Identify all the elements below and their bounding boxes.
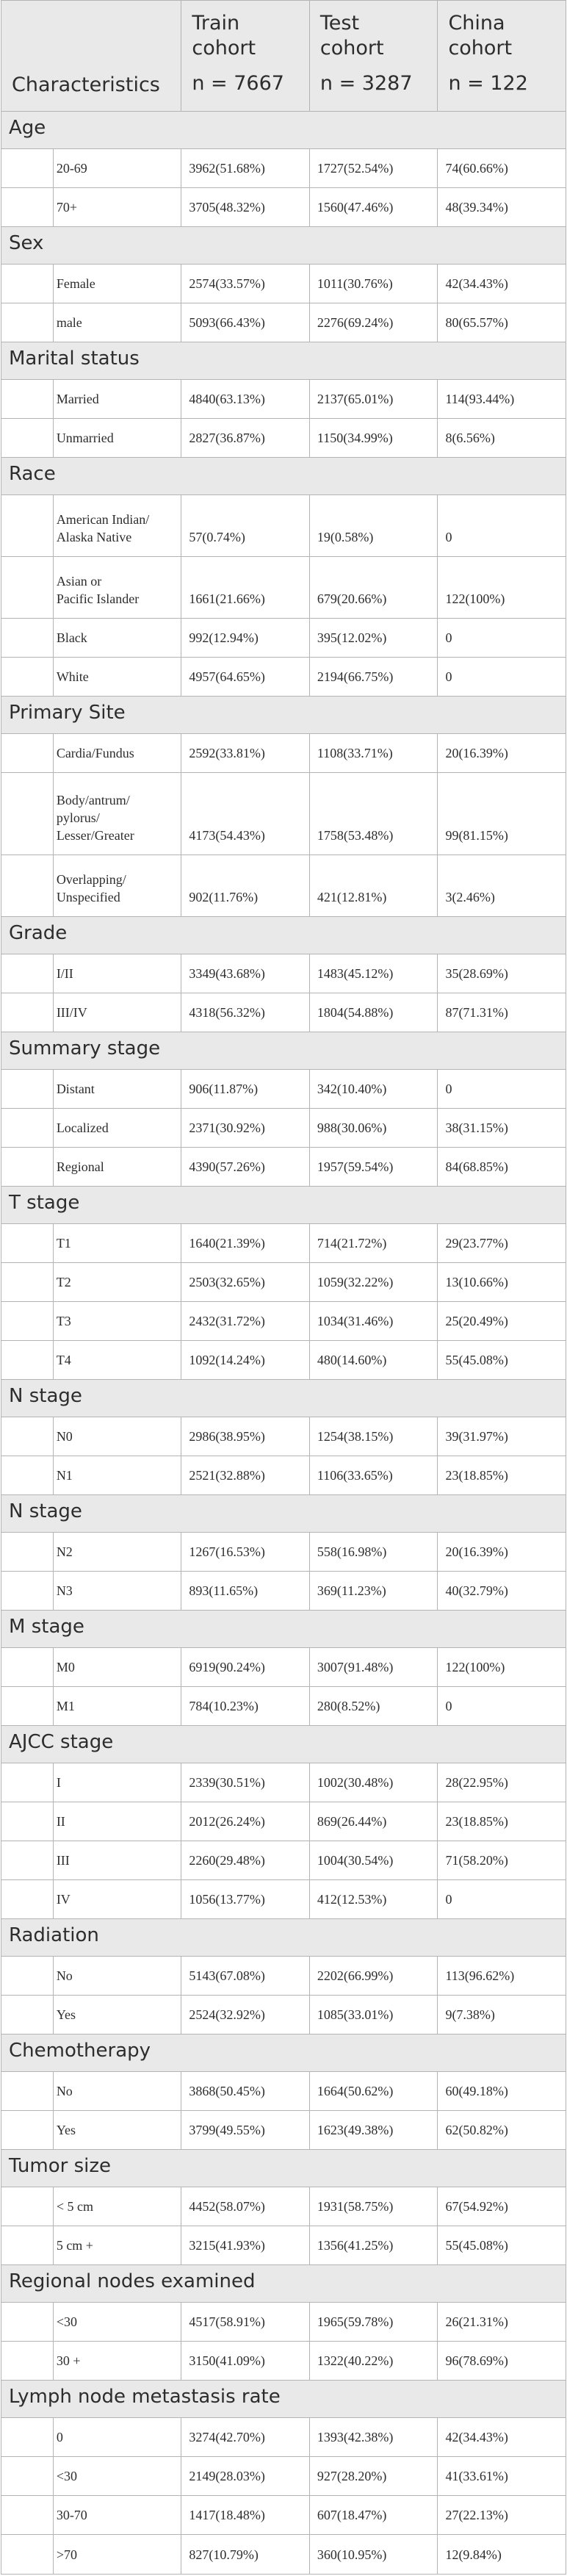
row-label: Yes (53, 1996, 181, 2034)
table-row (1, 2072, 566, 2111)
row-indent (1, 1263, 53, 1301)
row-label: 70+ (53, 188, 181, 226)
table-row (1, 2342, 566, 2381)
row-label: Overlapping/ Unspecified (53, 855, 181, 916)
table-row (1, 734, 566, 773)
test-cohort-value: 360(10.95%) (309, 2535, 438, 2574)
table-row (1, 2457, 566, 2496)
row-label: I/II (53, 954, 181, 993)
section-header: Age (1, 112, 566, 149)
train-cohort-value: 2574(33.57%) (181, 265, 309, 303)
row-indent (1, 1572, 53, 1610)
header-cohort-name: China cohort (448, 12, 513, 60)
train-cohort-value: 4173(54.43%) (181, 773, 309, 855)
row-label: <30 (53, 2303, 181, 2341)
row-label: No (53, 1957, 181, 1995)
row-indent (1, 954, 53, 993)
row-indent (1, 380, 53, 418)
train-cohort-value: 2592(33.81%) (181, 734, 309, 772)
train-cohort-value: 902(11.76%) (181, 855, 309, 916)
table-row (1, 1841, 566, 1880)
test-cohort-value: 280(8.52%) (309, 1687, 438, 1725)
test-cohort-value: 2276(69.24%) (309, 303, 438, 342)
table-row (1, 1341, 566, 1380)
row-indent (1, 1841, 53, 1879)
row-label: male (53, 303, 181, 342)
china-cohort-value: 67(54.92%) (437, 2187, 566, 2226)
china-cohort-value: 48(39.34%) (437, 188, 566, 226)
china-cohort-value: 122(100%) (437, 1648, 566, 1686)
train-cohort-value: 3962(51.68%) (181, 149, 309, 187)
train-cohort-value: 1417(18.48%) (181, 2496, 309, 2534)
header-cohort-n: n = 3287 (319, 72, 413, 95)
test-cohort-value: 1393(42.38%) (309, 2418, 438, 2456)
table-row (1, 619, 566, 658)
row-indent (1, 658, 53, 696)
row-label: Unmarried (53, 419, 181, 457)
table-row (1, 2187, 566, 2226)
train-cohort-value: 1661(21.66%) (181, 557, 309, 618)
train-cohort-value: 5093(66.43%) (181, 303, 309, 342)
row-indent (1, 419, 53, 457)
section-header: N stage (1, 1380, 566, 1417)
section-header: Primary Site (1, 697, 566, 734)
train-cohort-value: 2012(26.24%) (181, 1802, 309, 1841)
china-cohort-value: 99(81.15%) (437, 773, 566, 855)
test-cohort-value: 412(12.53%) (309, 1880, 438, 1918)
header-characteristics-label: Characteristics (12, 73, 160, 96)
table-row (1, 1802, 566, 1841)
row-label: 0 (53, 2418, 181, 2456)
train-cohort-value: 2521(32.88%) (181, 1456, 309, 1494)
row-label: Asian or Pacific Islander (53, 557, 181, 618)
train-cohort-value: 3274(42.70%) (181, 2418, 309, 2456)
table-row (1, 1648, 566, 1687)
row-indent (1, 149, 53, 187)
train-cohort-value: 1640(21.39%) (181, 1224, 309, 1262)
section-header: Regional nodes examined (1, 2265, 566, 2303)
table-row (1, 2535, 566, 2574)
row-label: Married (53, 380, 181, 418)
china-cohort-value: 20(16.39%) (437, 1533, 566, 1571)
china-cohort-value: 0 (437, 1070, 566, 1108)
table-row (1, 149, 566, 188)
china-cohort-value: 29(23.77%) (437, 1224, 566, 1262)
section-header: T stage (1, 1187, 566, 1224)
china-cohort-value: 113(96.62%) (437, 1957, 566, 1995)
train-cohort-value: 6919(90.24%) (181, 1648, 309, 1686)
row-label: White (53, 658, 181, 696)
china-cohort-value: 40(32.79%) (437, 1572, 566, 1610)
china-cohort-value: 74(60.66%) (437, 149, 566, 187)
train-cohort-value: 57(0.74%) (181, 495, 309, 556)
train-cohort-value: 2503(32.65%) (181, 1263, 309, 1301)
row-label: N1 (53, 1456, 181, 1494)
train-cohort-value: 3799(49.55%) (181, 2111, 309, 2149)
row-indent (1, 495, 53, 556)
train-cohort-value: 4840(63.13%) (181, 380, 309, 418)
test-cohort-value: 19(0.58%) (309, 495, 438, 556)
table-row (1, 1572, 566, 1611)
row-indent (1, 993, 53, 1032)
table-row (1, 1070, 566, 1109)
header-train-cohort (181, 1, 309, 111)
table-row (1, 1763, 566, 1802)
row-indent (1, 1533, 53, 1571)
train-cohort-value: 1267(16.53%) (181, 1533, 309, 1571)
header-characteristics (1, 1, 181, 111)
china-cohort-value: 23(18.85%) (437, 1456, 566, 1494)
row-label: 20-69 (53, 149, 181, 187)
train-cohort-value: 5143(67.08%) (181, 1957, 309, 1995)
china-cohort-value: 9(7.38%) (437, 1996, 566, 2034)
row-indent (1, 2457, 53, 2495)
test-cohort-value: 1727(52.54%) (309, 149, 438, 187)
china-cohort-value: 96(78.69%) (437, 2342, 566, 2380)
row-indent (1, 855, 53, 916)
row-label: Regional (53, 1148, 181, 1186)
row-label: T3 (53, 1302, 181, 1340)
china-cohort-value: 42(34.43%) (437, 2418, 566, 2456)
header-china-cohort (437, 1, 566, 111)
row-label: I (53, 1763, 181, 1802)
table-row (1, 557, 566, 619)
row-label: <30 (53, 2457, 181, 2495)
header-cohort-name: Train cohort (192, 12, 256, 60)
china-cohort-value: 39(31.97%) (437, 1417, 566, 1456)
test-cohort-value: 988(30.06%) (309, 1109, 438, 1147)
china-cohort-value: 20(16.39%) (437, 734, 566, 772)
table-row (1, 658, 566, 697)
row-label: 30-70 (53, 2496, 181, 2534)
row-indent (1, 1687, 53, 1725)
test-cohort-value: 1957(59.54%) (309, 1148, 438, 1186)
row-label: III/IV (53, 993, 181, 1032)
china-cohort-value: 25(20.49%) (437, 1302, 566, 1340)
row-indent (1, 1802, 53, 1841)
row-label: 30 + (53, 2342, 181, 2380)
row-indent (1, 2187, 53, 2226)
test-cohort-value: 1150(34.99%) (309, 419, 438, 457)
row-indent (1, 2072, 53, 2110)
train-cohort-value: 2827(36.87%) (181, 419, 309, 457)
row-indent (1, 734, 53, 772)
row-indent (1, 1109, 53, 1147)
china-cohort-value: 28(22.95%) (437, 1763, 566, 1802)
table-row (1, 2496, 566, 2535)
test-cohort-value: 1664(50.62%) (309, 2072, 438, 2110)
table-body (1, 112, 566, 2574)
train-cohort-value: 4318(56.32%) (181, 993, 309, 1032)
row-indent (1, 2303, 53, 2341)
row-indent (1, 1417, 53, 1456)
china-cohort-value: 26(21.31%) (437, 2303, 566, 2341)
train-cohort-value: 3215(41.93%) (181, 2226, 309, 2264)
china-cohort-value: 12(9.84%) (437, 2535, 566, 2574)
row-indent (1, 188, 53, 226)
china-cohort-value: 42(34.43%) (437, 265, 566, 303)
table-row (1, 1109, 566, 1148)
test-cohort-value: 1011(30.76%) (309, 265, 438, 303)
table-row (1, 188, 566, 227)
test-cohort-value: 607(18.47%) (309, 2496, 438, 2534)
train-cohort-value: 893(11.65%) (181, 1572, 309, 1610)
test-cohort-value: 1623(49.38%) (309, 2111, 438, 2149)
row-indent (1, 619, 53, 657)
train-cohort-value: 2371(30.92%) (181, 1109, 309, 1147)
table-row (1, 380, 566, 419)
row-indent (1, 1996, 53, 2034)
row-label: Cardia/Fundus (53, 734, 181, 772)
china-cohort-value: 80(65.57%) (437, 303, 566, 342)
test-cohort-value: 1804(54.88%) (309, 993, 438, 1032)
china-cohort-value: 13(10.66%) (437, 1263, 566, 1301)
test-cohort-value: 1106(33.65%) (309, 1456, 438, 1494)
header-cohort-n: n = 7667 (192, 72, 284, 95)
train-cohort-value: 827(10.79%) (181, 2535, 309, 2574)
section-header: Marital status (1, 342, 566, 380)
row-label: >70 (53, 2535, 181, 2574)
china-cohort-value: 114(93.44%) (437, 380, 566, 418)
row-label: Distant (53, 1070, 181, 1108)
header-cohort-name: Test cohort (319, 12, 384, 60)
china-cohort-value: 27(22.13%) (437, 2496, 566, 2534)
table-row (1, 1957, 566, 1996)
test-cohort-value: 679(20.66%) (309, 557, 438, 618)
train-cohort-value: 3150(41.09%) (181, 2342, 309, 2380)
section-header: Chemotherapy (1, 2034, 566, 2072)
train-cohort-value: 3868(50.45%) (181, 2072, 309, 2110)
table-row (1, 2303, 566, 2342)
row-indent (1, 2418, 53, 2456)
test-cohort-value: 1483(45.12%) (309, 954, 438, 993)
table-row (1, 1533, 566, 1572)
test-cohort-value: 1085(33.01%) (309, 1996, 438, 2034)
section-header: Grade (1, 917, 566, 954)
header-test-cohort (309, 1, 438, 111)
table-row (1, 495, 566, 557)
row-label: IV (53, 1880, 181, 1918)
test-cohort-value: 1034(31.46%) (309, 1302, 438, 1340)
china-cohort-value: 0 (437, 1687, 566, 1725)
section-header: Radiation (1, 1919, 566, 1957)
row-label: Black (53, 619, 181, 657)
row-indent (1, 1302, 53, 1340)
row-label: T2 (53, 1263, 181, 1301)
china-cohort-value: 35(28.69%) (437, 954, 566, 993)
table-row (1, 2111, 566, 2150)
characteristics-table (1, 0, 566, 2575)
test-cohort-value: 3007(91.48%) (309, 1648, 438, 1686)
china-cohort-value: 3(2.46%) (437, 855, 566, 916)
test-cohort-value: 1004(30.54%) (309, 1841, 438, 1879)
row-indent (1, 1456, 53, 1494)
table-row (1, 855, 566, 917)
table-row (1, 419, 566, 458)
test-cohort-value: 1108(33.71%) (309, 734, 438, 772)
row-label: Body/antrum/ pylorus/ Lesser/Greater (53, 773, 181, 855)
test-cohort-value: 1356(41.25%) (309, 2226, 438, 2264)
train-cohort-value: 1056(13.77%) (181, 1880, 309, 1918)
test-cohort-value: 395(12.02%) (309, 619, 438, 657)
test-cohort-value: 558(16.98%) (309, 1533, 438, 1571)
row-label: III (53, 1841, 181, 1879)
train-cohort-value: 4517(58.91%) (181, 2303, 309, 2341)
china-cohort-value: 71(58.20%) (437, 1841, 566, 1879)
section-header: Race (1, 458, 566, 495)
row-label: N2 (53, 1533, 181, 1571)
row-label: No (53, 2072, 181, 2110)
test-cohort-value: 869(26.44%) (309, 1802, 438, 1841)
table-row (1, 954, 566, 993)
row-label: N0 (53, 1417, 181, 1456)
section-header: N stage (1, 1495, 566, 1533)
test-cohort-value: 1002(30.48%) (309, 1763, 438, 1802)
train-cohort-value: 4452(58.07%) (181, 2187, 309, 2226)
row-indent (1, 2535, 53, 2574)
test-cohort-value: 1560(47.46%) (309, 188, 438, 226)
row-label: Yes (53, 2111, 181, 2149)
test-cohort-value: 714(21.72%) (309, 1224, 438, 1262)
test-cohort-value: 1059(32.22%) (309, 1263, 438, 1301)
table-row (1, 303, 566, 342)
table-row (1, 773, 566, 855)
china-cohort-value: 0 (437, 495, 566, 556)
train-cohort-value: 4957(64.65%) (181, 658, 309, 696)
china-cohort-value: 84(68.85%) (437, 1148, 566, 1186)
train-cohort-value: 2524(32.92%) (181, 1996, 309, 2034)
row-label: N3 (53, 1572, 181, 1610)
row-indent (1, 557, 53, 618)
section-header: M stage (1, 1611, 566, 1648)
table-row (1, 1996, 566, 2034)
china-cohort-value: 87(71.31%) (437, 993, 566, 1032)
section-header: Tumor size (1, 2150, 566, 2187)
table-row (1, 2418, 566, 2457)
train-cohort-value: 4390(57.26%) (181, 1148, 309, 1186)
train-cohort-value: 906(11.87%) (181, 1070, 309, 1108)
row-indent (1, 2342, 53, 2380)
table-row (1, 1417, 566, 1456)
train-cohort-value: 2149(28.03%) (181, 2457, 309, 2495)
row-indent (1, 2226, 53, 2264)
row-label: T1 (53, 1224, 181, 1262)
row-indent (1, 2496, 53, 2534)
train-cohort-value: 784(10.23%) (181, 1687, 309, 1725)
test-cohort-value: 421(12.81%) (309, 855, 438, 916)
table-row (1, 1302, 566, 1341)
row-indent (1, 265, 53, 303)
china-cohort-value: 0 (437, 619, 566, 657)
train-cohort-value: 2432(31.72%) (181, 1302, 309, 1340)
test-cohort-value: 1254(38.15%) (309, 1417, 438, 1456)
table-row (1, 1148, 566, 1187)
table-row (1, 1263, 566, 1302)
section-header: Summary stage (1, 1032, 566, 1070)
row-label: M1 (53, 1687, 181, 1725)
table-row (1, 993, 566, 1032)
row-indent (1, 2111, 53, 2149)
row-indent (1, 1880, 53, 1918)
test-cohort-value: 1965(59.78%) (309, 2303, 438, 2341)
row-indent (1, 303, 53, 342)
train-cohort-value: 3705(48.32%) (181, 188, 309, 226)
test-cohort-value: 1322(40.22%) (309, 2342, 438, 2380)
china-cohort-value: 41(33.61%) (437, 2457, 566, 2495)
test-cohort-value: 2194(66.75%) (309, 658, 438, 696)
table-header (1, 1, 566, 112)
test-cohort-value: 927(28.20%) (309, 2457, 438, 2495)
row-label: T4 (53, 1341, 181, 1379)
test-cohort-value: 369(11.23%) (309, 1572, 438, 1610)
row-indent (1, 1957, 53, 1995)
china-cohort-value: 55(45.08%) (437, 1341, 566, 1379)
row-label: M0 (53, 1648, 181, 1686)
table-row (1, 1880, 566, 1919)
china-cohort-value: 0 (437, 658, 566, 696)
table-row (1, 2226, 566, 2265)
train-cohort-value: 2260(29.48%) (181, 1841, 309, 1879)
china-cohort-value: 23(18.85%) (437, 1802, 566, 1841)
section-header: Sex (1, 227, 566, 265)
section-header: AJCC stage (1, 1726, 566, 1763)
row-indent (1, 1070, 53, 1108)
china-cohort-value: 38(31.15%) (437, 1109, 566, 1147)
china-cohort-value: 55(45.08%) (437, 2226, 566, 2264)
row-indent (1, 1148, 53, 1186)
train-cohort-value: 1092(14.24%) (181, 1341, 309, 1379)
train-cohort-value: 992(12.94%) (181, 619, 309, 657)
table-row (1, 1224, 566, 1263)
table-row (1, 265, 566, 303)
row-indent (1, 1763, 53, 1802)
china-cohort-value: 62(50.82%) (437, 2111, 566, 2149)
test-cohort-value: 1758(53.48%) (309, 773, 438, 855)
header-cohort-n: n = 122 (448, 72, 528, 95)
china-cohort-value: 122(100%) (437, 557, 566, 618)
section-header: Lymph node metastasis rate (1, 2381, 566, 2418)
row-indent (1, 1341, 53, 1379)
table-row (1, 1456, 566, 1495)
row-indent (1, 773, 53, 855)
table-row (1, 1687, 566, 1726)
test-cohort-value: 2137(65.01%) (309, 380, 438, 418)
train-cohort-value: 2986(38.95%) (181, 1417, 309, 1456)
row-label: II (53, 1802, 181, 1841)
row-label: American Indian/ Alaska Native (53, 495, 181, 556)
test-cohort-value: 2202(66.99%) (309, 1957, 438, 1995)
china-cohort-value: 0 (437, 1880, 566, 1918)
row-label: Female (53, 265, 181, 303)
row-label: Localized (53, 1109, 181, 1147)
row-label: 5 cm + (53, 2226, 181, 2264)
row-indent (1, 1224, 53, 1262)
row-indent (1, 1648, 53, 1686)
train-cohort-value: 2339(30.51%) (181, 1763, 309, 1802)
test-cohort-value: 480(14.60%) (309, 1341, 438, 1379)
test-cohort-value: 342(10.40%) (309, 1070, 438, 1108)
train-cohort-value: 3349(43.68%) (181, 954, 309, 993)
china-cohort-value: 8(6.56%) (437, 419, 566, 457)
test-cohort-value: 1931(58.75%) (309, 2187, 438, 2226)
china-cohort-value: 60(49.18%) (437, 2072, 566, 2110)
row-label: < 5 cm (53, 2187, 181, 2226)
